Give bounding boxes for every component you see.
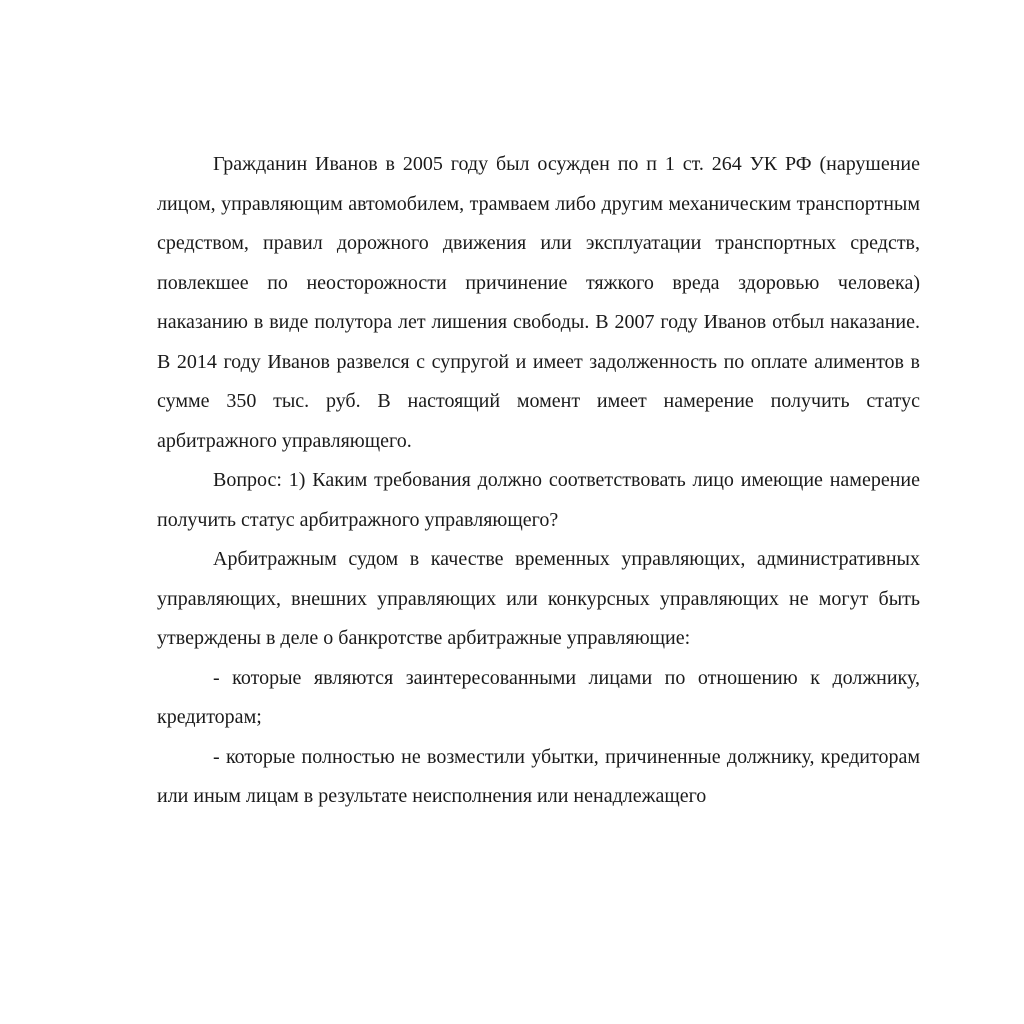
list-item-unpaid-losses: - которые полностью не возместили убытки, причиненные должнику, кредиторам или иным лицам в результате неисполнения или ненадлежащего [157, 745, 920, 807]
paragraph-question: Вопрос: 1) Каким требования должно соответствовать лицо имеющие намерение получить статус арбитражного управляющего? [157, 469, 920, 531]
document-body [157, 145, 920, 817]
paragraph-arbitration-rules: Арбитражным судом в качестве временных управляющих, административных управляющих, внешних управляющих или конкурсных управляющих не могут быть утверждены в деле о банкротстве арбитражные управляющие: [157, 548, 920, 649]
list-item-interested-persons: - которые являются заинтересованными лицами по отношению к должнику, кредиторам; [157, 666, 920, 728]
paragraph-case-facts: Гражданин Иванов в 2005 году был осужден по п 1 ст. 264 УК РФ (нарушение лицом, управляющим автомобилем, трамваем либо другим механическим транспортным средством, правил дорожного движения или эксплуатации транспортных средств, повлекшее по неосторожности причинение тяжкого вреда здоровью человека) наказанию в виде полутора лет лишения свободы. В 2007 году Иванов отбыл наказание. В 2014 году Иванов развелся с супругой и имеет задолженность по оплате алиментов в сумме 350 тыс. руб. В настоящий момент имеет намерение получить статус арбитражного управляющего. [157, 153, 920, 452]
